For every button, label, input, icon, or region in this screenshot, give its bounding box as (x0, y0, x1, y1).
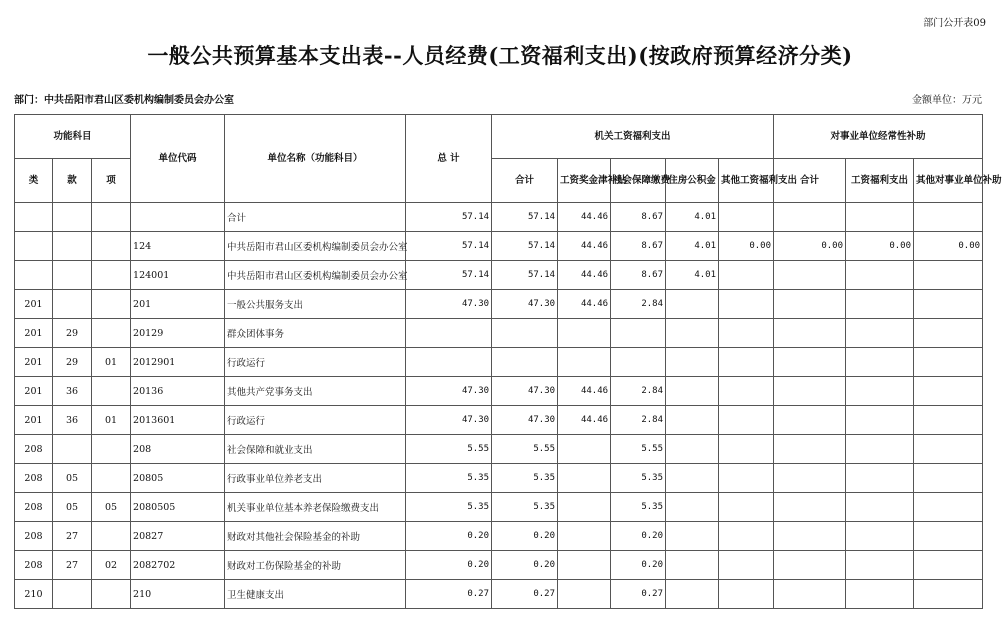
cell-org-sum: 57.14 (492, 261, 558, 290)
cell-sub-sum (774, 348, 846, 377)
cell-total: 5.55 (406, 435, 492, 464)
cell-total: 0.20 (406, 551, 492, 580)
cell-other (719, 522, 774, 551)
cell-xiang: 01 (92, 406, 131, 435)
cell-sub-sum (774, 319, 846, 348)
cell-code: 20136 (131, 377, 225, 406)
cell-social: 2.84 (611, 406, 666, 435)
cell-name: 行政事业单位养老支出 (225, 464, 406, 493)
cell-xiang (92, 232, 131, 261)
cell-social: 8.67 (611, 203, 666, 232)
cell-kuan (53, 232, 92, 261)
cell-housing (666, 464, 719, 493)
cell-sub-other (914, 493, 983, 522)
cell-name: 财政对其他社会保险基金的补助 (225, 522, 406, 551)
cell-xiang (92, 261, 131, 290)
cell-sub-other: 0.00 (914, 232, 983, 261)
cell-housing (666, 522, 719, 551)
cell-housing (666, 435, 719, 464)
header-name: 单位名称（功能科目） (225, 115, 406, 203)
header-sub-sum: 合计 (774, 159, 846, 203)
cell-name: 社会保障和就业支出 (225, 435, 406, 464)
cell-code: 210 (131, 580, 225, 609)
cell-total: 47.30 (406, 377, 492, 406)
cell-other: 0.00 (719, 232, 774, 261)
cell-other (719, 203, 774, 232)
table-row (15, 551, 983, 580)
cell-housing (666, 580, 719, 609)
cell-other (719, 464, 774, 493)
cell-code: 2013601 (131, 406, 225, 435)
cell-social (611, 319, 666, 348)
cell-name: 行政运行 (225, 406, 406, 435)
cell-kuan (53, 580, 92, 609)
header-org-social: 社会保障缴费 (611, 159, 666, 203)
table-row (15, 348, 983, 377)
cell-other (719, 377, 774, 406)
cell-kuan: 27 (53, 551, 92, 580)
cell-code: 2080505 (131, 493, 225, 522)
cell-sub-wage (846, 377, 914, 406)
cell-kuan: 27 (53, 522, 92, 551)
cell-total (406, 348, 492, 377)
cell-sub-other (914, 319, 983, 348)
cell-xiang (92, 522, 131, 551)
cell-sub-sum (774, 435, 846, 464)
header-org-sum: 合计 (492, 159, 558, 203)
page-title: 一般公共预算基本支出表--人员经费(工资福利支出)(按政府预算经济分类) (147, 43, 853, 68)
cell-housing (666, 348, 719, 377)
cell-sub-wage (846, 203, 914, 232)
cell-name: 中共岳阳市君山区委机构编制委员会办公室 (225, 232, 406, 261)
cell-name: 群众团体事务 (225, 319, 406, 348)
cell-social: 8.67 (611, 261, 666, 290)
cell-kuan (53, 290, 92, 319)
cell-lei: 201 (15, 319, 53, 348)
cell-housing (666, 406, 719, 435)
cell-social (611, 348, 666, 377)
cell-lei: 201 (15, 290, 53, 319)
cell-sub-sum (774, 406, 846, 435)
cell-kuan: 36 (53, 406, 92, 435)
cell-sub-wage (846, 290, 914, 319)
cell-wage (558, 435, 611, 464)
cell-sub-wage (846, 493, 914, 522)
cell-code (131, 203, 225, 232)
department-label: 部门：中共岳阳市君山区委机构编制委员会办公室 (14, 95, 234, 106)
cell-sub-sum (774, 580, 846, 609)
cell-other (719, 435, 774, 464)
table-row (15, 261, 983, 290)
cell-wage: 44.46 (558, 290, 611, 319)
cell-total: 0.20 (406, 522, 492, 551)
cell-org-sum: 0.27 (492, 580, 558, 609)
cell-code: 124001 (131, 261, 225, 290)
cell-name: 中共岳阳市君山区委机构编制委员会办公室 (225, 261, 406, 290)
cell-sub-other (914, 522, 983, 551)
cell-wage (558, 522, 611, 551)
cell-code: 201 (131, 290, 225, 319)
cell-lei: 208 (15, 464, 53, 493)
cell-xiang (92, 290, 131, 319)
cell-org-sum: 57.14 (492, 232, 558, 261)
cell-org-sum: 47.30 (492, 406, 558, 435)
cell-sub-sum (774, 551, 846, 580)
cell-sub-wage (846, 319, 914, 348)
cell-sub-wage (846, 261, 914, 290)
cell-org-sum (492, 348, 558, 377)
cell-xiang (92, 377, 131, 406)
header-sub-other: 其他对事业单位补助 (914, 159, 983, 203)
cell-xiang: 01 (92, 348, 131, 377)
cell-code: 2082702 (131, 551, 225, 580)
cell-xiang (92, 435, 131, 464)
cell-code: 20129 (131, 319, 225, 348)
cell-other (719, 580, 774, 609)
cell-sub-sum (774, 493, 846, 522)
cell-housing (666, 377, 719, 406)
cell-total: 57.14 (406, 232, 492, 261)
table-row (15, 232, 983, 261)
cell-name: 行政运行 (225, 348, 406, 377)
cell-name: 合计 (225, 203, 406, 232)
cell-lei (15, 261, 53, 290)
header-org-other: 其他工资福利支出 (719, 159, 774, 203)
table-row (15, 203, 983, 232)
cell-sub-other (914, 203, 983, 232)
cell-name: 卫生健康支出 (225, 580, 406, 609)
cell-wage: 44.46 (558, 261, 611, 290)
cell-sub-wage (846, 406, 914, 435)
cell-other (719, 261, 774, 290)
cell-social: 0.20 (611, 551, 666, 580)
cell-social: 2.84 (611, 377, 666, 406)
cell-social: 0.20 (611, 522, 666, 551)
table-row (15, 319, 983, 348)
header-sub-wage: 工资福利支出 (846, 159, 914, 203)
cell-social: 5.55 (611, 435, 666, 464)
cell-wage (558, 464, 611, 493)
cell-other (719, 290, 774, 319)
header-func: 功能科目 (15, 115, 131, 159)
cell-other (719, 406, 774, 435)
cell-xiang (92, 464, 131, 493)
cell-wage (558, 493, 611, 522)
cell-total: 5.35 (406, 493, 492, 522)
cell-code: 2012901 (131, 348, 225, 377)
cell-sub-other (914, 551, 983, 580)
cell-kuan (53, 435, 92, 464)
cell-kuan: 05 (53, 493, 92, 522)
cell-sub-other (914, 406, 983, 435)
cell-total: 57.14 (406, 203, 492, 232)
cell-org-sum: 5.35 (492, 493, 558, 522)
table-row (15, 464, 983, 493)
cell-xiang: 02 (92, 551, 131, 580)
header-sub-group: 对事业单位经常性补助 (774, 115, 983, 159)
cell-wage: 44.46 (558, 232, 611, 261)
cell-org-sum: 47.30 (492, 377, 558, 406)
cell-social: 5.35 (611, 493, 666, 522)
cell-xiang (92, 203, 131, 232)
cell-housing: 4.01 (666, 232, 719, 261)
cell-housing: 4.01 (666, 203, 719, 232)
cell-sub-wage (846, 464, 914, 493)
cell-lei: 210 (15, 580, 53, 609)
cell-org-sum: 0.20 (492, 551, 558, 580)
cell-lei: 208 (15, 522, 53, 551)
cell-name: 财政对工伤保险基金的补助 (225, 551, 406, 580)
cell-lei: 201 (15, 377, 53, 406)
cell-total: 47.30 (406, 406, 492, 435)
cell-lei: 201 (15, 406, 53, 435)
cell-lei: 208 (15, 435, 53, 464)
cell-kuan: 05 (53, 464, 92, 493)
cell-sub-sum (774, 203, 846, 232)
cell-total: 57.14 (406, 261, 492, 290)
cell-sub-sum (774, 522, 846, 551)
cell-org-sum: 5.55 (492, 435, 558, 464)
cell-sub-wage (846, 348, 914, 377)
cell-kuan (53, 203, 92, 232)
expenditure-table (14, 114, 1002, 609)
cell-sub-wage (846, 551, 914, 580)
cell-code: 20827 (131, 522, 225, 551)
cell-sub-sum (774, 377, 846, 406)
table-row (15, 522, 983, 551)
table-row (15, 435, 983, 464)
cell-social: 2.84 (611, 290, 666, 319)
cell-other (719, 348, 774, 377)
cell-code: 208 (131, 435, 225, 464)
cell-housing (666, 290, 719, 319)
cell-social: 5.35 (611, 464, 666, 493)
cell-kuan: 29 (53, 319, 92, 348)
cell-lei: 201 (15, 348, 53, 377)
cell-sub-sum (774, 261, 846, 290)
cell-org-sum: 57.14 (492, 203, 558, 232)
cell-org-sum: 0.20 (492, 522, 558, 551)
cell-social: 0.27 (611, 580, 666, 609)
cell-other (719, 551, 774, 580)
cell-org-sum (492, 319, 558, 348)
cell-total: 47.30 (406, 290, 492, 319)
cell-lei: 208 (15, 493, 53, 522)
table-row (15, 580, 983, 609)
cell-sub-other (914, 290, 983, 319)
cell-kuan: 36 (53, 377, 92, 406)
cell-org-sum: 47.30 (492, 290, 558, 319)
cell-xiang (92, 580, 131, 609)
cell-total: 0.27 (406, 580, 492, 609)
header-kuan: 款 (53, 159, 92, 203)
header-code: 单位代码 (131, 115, 225, 203)
cell-code: 20805 (131, 464, 225, 493)
cell-lei (15, 203, 53, 232)
cell-name: 一般公共服务支出 (225, 290, 406, 319)
cell-xiang: 05 (92, 493, 131, 522)
cell-name: 其他共产党事务支出 (225, 377, 406, 406)
table-row (15, 493, 983, 522)
header-org-wage: 工资奖金津补贴 (558, 159, 611, 203)
cell-housing: 4.01 (666, 261, 719, 290)
cell-housing (666, 493, 719, 522)
cell-sub-wage (846, 580, 914, 609)
cell-wage (558, 551, 611, 580)
cell-xiang (92, 319, 131, 348)
cell-code: 124 (131, 232, 225, 261)
unit-label: 金额单位：万元 (912, 95, 982, 106)
header-org-group: 机关工资福利支出 (492, 115, 774, 159)
cell-name: 机关事业单位基本养老保险缴费支出 (225, 493, 406, 522)
cell-lei (15, 232, 53, 261)
cell-other (719, 319, 774, 348)
cell-wage (558, 319, 611, 348)
header-org-housing: 住房公积金 (666, 159, 719, 203)
cell-social: 8.67 (611, 232, 666, 261)
header-total: 总 计 (406, 115, 492, 203)
cell-sub-other (914, 464, 983, 493)
cell-sub-other (914, 435, 983, 464)
cell-sub-sum (774, 464, 846, 493)
cell-wage: 44.46 (558, 377, 611, 406)
cell-other (719, 493, 774, 522)
cell-sub-sum: 0.00 (774, 232, 846, 261)
cell-org-sum: 5.35 (492, 464, 558, 493)
cell-sub-wage (846, 522, 914, 551)
cell-sub-other (914, 377, 983, 406)
cell-wage: 44.46 (558, 203, 611, 232)
cell-wage (558, 348, 611, 377)
cell-sub-other (914, 580, 983, 609)
cell-sub-wage: 0.00 (846, 232, 914, 261)
cell-total: 5.35 (406, 464, 492, 493)
cell-housing (666, 319, 719, 348)
header-xiang: 项 (92, 159, 131, 203)
cell-kuan (53, 261, 92, 290)
cell-sub-other (914, 348, 983, 377)
table-row (15, 290, 983, 319)
cell-sub-wage (846, 435, 914, 464)
cell-wage (558, 580, 611, 609)
form-number: 部门公开表09 (923, 18, 986, 29)
cell-sub-other (914, 261, 983, 290)
cell-total (406, 319, 492, 348)
cell-housing (666, 551, 719, 580)
cell-sub-sum (774, 290, 846, 319)
cell-kuan: 29 (53, 348, 92, 377)
table-row (15, 377, 983, 406)
cell-lei: 208 (15, 551, 53, 580)
cell-wage: 44.46 (558, 406, 611, 435)
table-row (15, 406, 983, 435)
header-lei: 类 (15, 159, 53, 203)
